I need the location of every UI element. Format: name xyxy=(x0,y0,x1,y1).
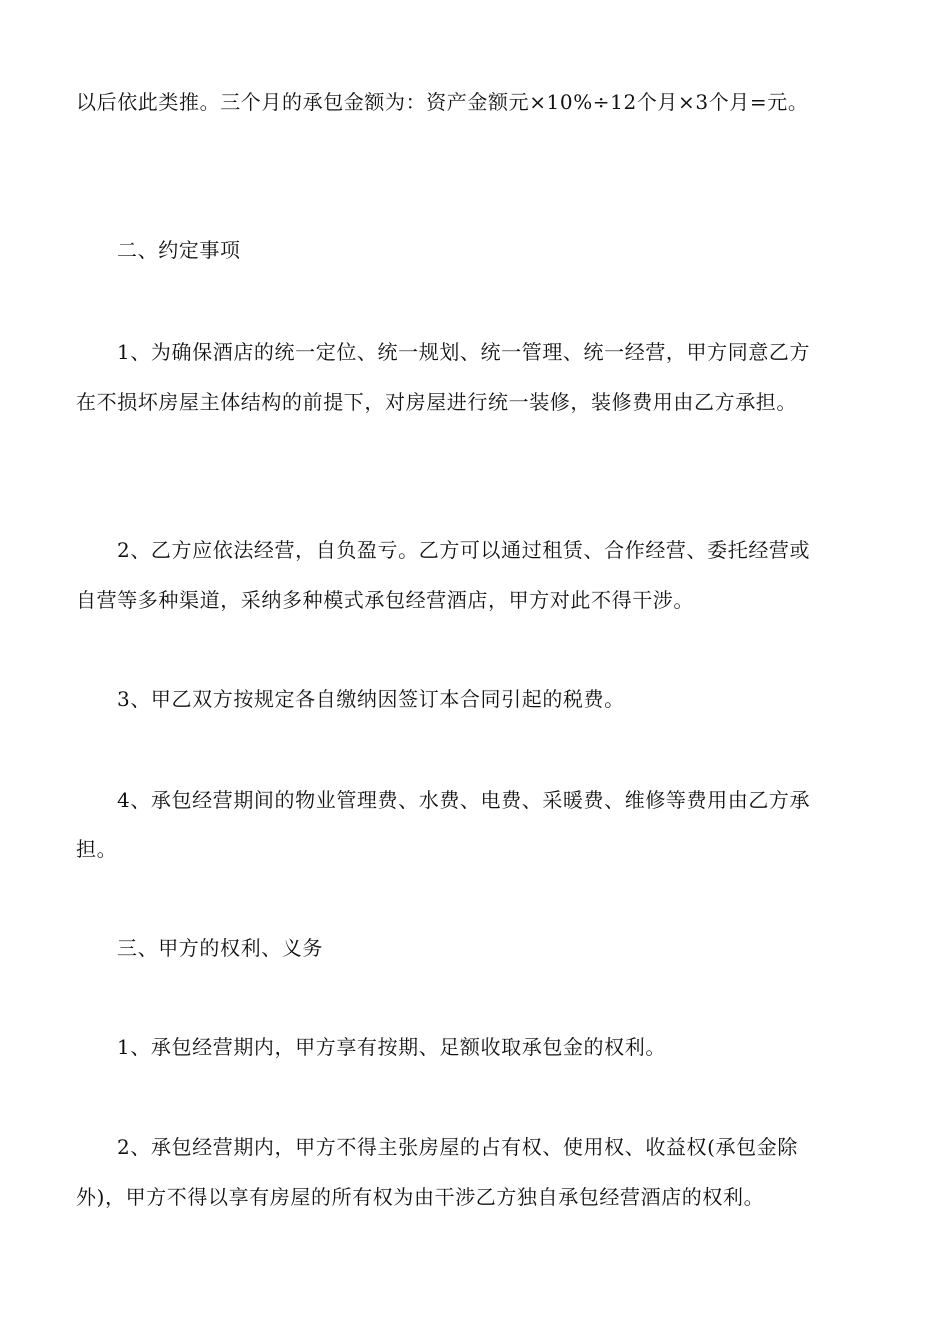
clause-2-2-line-2: 自营等多种渠道，采纳多种模式承包经营酒店，甲方对此不得干涉。 xyxy=(76,588,694,612)
clause-2-2-line-1: 2、乙方应依法经营，自负盈亏。乙方可以通过租赁、合作经营、委托经营或 xyxy=(117,538,811,562)
section-heading-agreed-matters: 二、约定事项 xyxy=(117,238,241,262)
paragraph-line: 以后依此类推。三个月的承包金额为：资产金额元×10%÷12个月×3个月=元。 xyxy=(76,90,809,114)
section-heading-party-a-rights: 三、甲方的权利、义务 xyxy=(117,936,323,960)
clause-3-2-line-1: 2、承包经营期内，甲方不得主张房屋的占有权、使用权、收益权(承包金除 xyxy=(117,1135,798,1159)
clause-2-1-line-2: 在不损坏房屋主体结构的前提下，对房屋进行统一装修，装修费用由乙方承担。 xyxy=(76,390,797,414)
clause-3-1-line-1: 1、承包经营期内，甲方享有按期、足额收取承包金的权利。 xyxy=(117,1035,666,1059)
clause-3-2-line-2: 外)，甲方不得以享有房屋的所有权为由干涉乙方独自承包经营酒店的权利。 xyxy=(76,1185,765,1209)
clause-2-3-line-1: 3、甲乙双方按规定各自缴纳因签订本合同引起的税费。 xyxy=(117,687,625,711)
clause-2-1-line-1: 1、为确保酒店的统一定位、统一规划、统一管理、统一经营，甲方同意乙方 xyxy=(117,340,811,364)
clause-2-4-line-1: 4、承包经营期间的物业管理费、水费、电费、采暖费、维修等费用由乙方承 xyxy=(117,788,811,812)
clause-2-4-line-2: 担。 xyxy=(76,837,118,861)
